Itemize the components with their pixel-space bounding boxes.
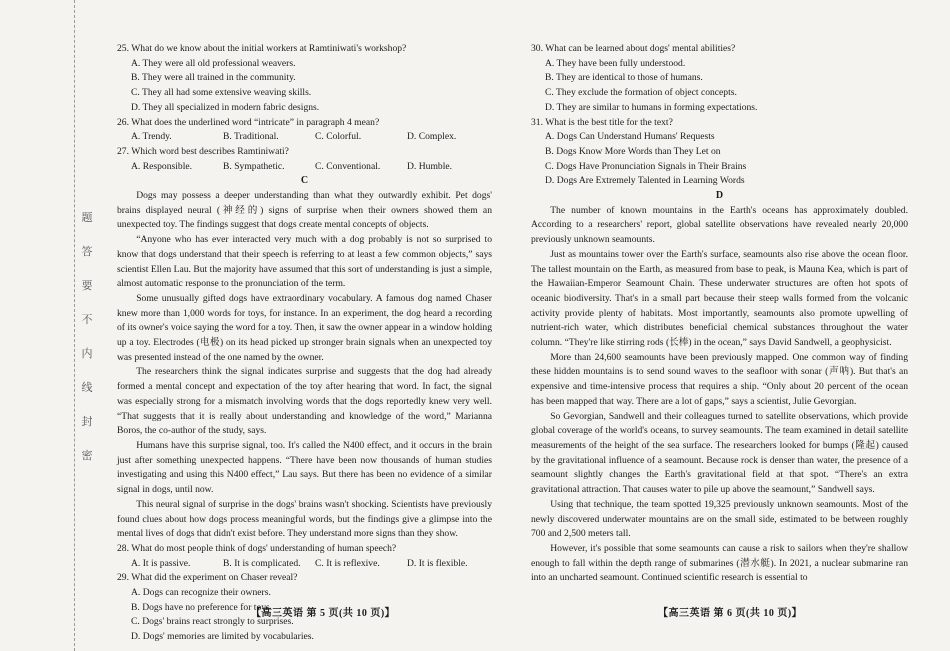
passage-paragraph: Some unusually gifted dogs have extraordinary vocabulary. A famous dog named Chaser knew more than 1,000 words for toys, for instance. In an experiment, the dog heard a recording of its owner's voice saying the word for a toy. Then, it saw the owner appear in a window holding up a toy. Electrodes (电极) on its head picked up stronger brain signals when an unexpected toy was presented instead of the one named by the owner. <box>117 292 492 363</box>
option: C. Conventional. <box>315 160 381 172</box>
binding-notice <box>80 212 94 461</box>
option: B. Traditional. <box>223 131 279 143</box>
option: B. Dogs have no preference for toys. <box>131 601 273 613</box>
binding-dashed-line <box>74 0 75 651</box>
option: A. They have been fully understood. <box>545 57 686 69</box>
option: C. Dogs' brains react strongly to surprises. <box>131 616 294 628</box>
question-26: 26. What does the underlined word “intricate” in paragraph 4 mean? <box>117 116 380 128</box>
option: D. They all specialized in modern fabric designs. <box>131 101 320 113</box>
passage-paragraph: This neural signal of surprise in the dogs' brains wasn't shocking. Scientists have previously found clues about how dogs process meaningful words, but the findings give a glimpse into the mental lives of dogs that didn't exist before. They understand more signs than they show. <box>117 498 492 540</box>
option: D. Dogs Are Extremely Talented in Learning Words <box>545 175 745 187</box>
passage-paragraph: More than 24,600 seamounts have been previously mapped. One common way of finding these hidden mountains is to send sound waves to the seafloor with sonar (声呐). But that's an expensive and time-intensive process that requires a ship. “Only about 20 percent of the ocean has been mapped that way. There are a lot of gaps,” says a scientist, Julie Gevorgian. <box>531 351 908 407</box>
binding-char: 线 <box>81 381 93 394</box>
option: D. It is flexible. <box>407 557 468 569</box>
option: B. They were all trained in the community. <box>131 72 296 84</box>
binding-margin <box>0 0 96 651</box>
passage-paragraph: Humans have this surprise signal, too. It's called the N400 effect, and it occurs in the brain just after something unexpected happens. “There have been now thousands of human studies investigating and using this N400 effect,” Lau says. But there has been no evidence of a similar signal in dogs, until now. <box>117 439 492 496</box>
option: D. Complex. <box>407 131 457 143</box>
options-row <box>131 160 492 175</box>
passage-paragraph: The number of known mountains in the Earth's oceans has approximately doubled. According to a researchers' report, global satellite observations have revealed nearly 20,000 previously unknown seamounts. <box>531 204 908 246</box>
option: A. They were all old professional weavers. <box>131 57 296 69</box>
passage-paragraph: Dogs may possess a deeper understanding than what they outwardly exhibit. Pet dogs' brains displayed neural (神经的) signs of surprise when their owners showed them an unexpected toy. The findings suggest that dogs create mental concepts of objects. <box>117 190 492 231</box>
binding-char: 密 <box>81 449 93 462</box>
page-5 <box>117 42 492 645</box>
option: A. Dogs can recognize their owners. <box>131 587 271 599</box>
options-row <box>131 557 492 572</box>
question-28: 28. What do most people think of dogs' understanding of human speech? <box>117 542 397 554</box>
option: A. It is passive. <box>131 557 191 569</box>
option: B. It is complicated. <box>223 557 301 569</box>
binding-char: 题 <box>81 211 93 224</box>
option: C. Colorful. <box>315 131 362 143</box>
option: A. Responsible. <box>131 160 193 172</box>
option: D. Humble. <box>407 160 453 172</box>
option: B. Sympathetic. <box>223 160 285 172</box>
option: D. They are similar to humans in forming expectations. <box>545 101 758 113</box>
option: B. They are identical to those of humans. <box>545 72 703 84</box>
binding-char: 答 <box>81 245 93 258</box>
question-30: 30. What can be learned about dogs' mental abilities? <box>531 43 736 54</box>
option: C. They all had some extensive weaving skills. <box>131 87 312 99</box>
option: C. They exclude the formation of object concepts. <box>545 87 737 99</box>
options-row <box>131 130 492 145</box>
binding-char: 封 <box>81 415 93 428</box>
option: C. Dogs Have Pronunciation Signals in Their Brains <box>545 160 747 172</box>
passage-paragraph: However, it's possible that some seamounts can cause a risk to sailors when they're shallow enough to fall within the depth range of submarines (潜水艇). In 2021, a nuclear submarine ran into an uncharted seamount. Continued scientific research is essential to <box>531 542 908 584</box>
passage-paragraph: “Anyone who has ever interacted very much with a dog probably is not so surprised to know that dogs understand that their speech is referring to at least a few common objects,” says scientist Ellen Lau. But the majority have assumed that this sort of understanding is just a simple, almost automatic response to the pronunciation of the term. <box>117 234 492 290</box>
option: A. Trendy. <box>131 131 172 143</box>
binding-char: 不 <box>81 313 93 326</box>
passage-paragraph: So Gevorgian, Sandwell and their colleagues turned to satellite observations, which provide global coverage of the world's oceans, to survey seamounts. The team examined in detail satellite measurements of the height of the sea surface. The researchers looked for bumps (隆起) caused by the gravitational influence of a seamount. Because rock is denser than water, the presence of a seamount slightly changes the Earth's gravitational field at that spot. “There's an extra gravitational attraction. That causes water to pile up above the seamount,” Sandwell says. <box>531 410 908 496</box>
passage-paragraph: The researchers think the signal indicates surprise and suggests that the dog had already formed a mental concept and expectation of the toy after hearing that word. In fact, the signal was especially strong for a mismatch involving words that the dogs reportedly knew very well. “That suggests that it is really about understanding and knowledge of the word,” Marianna Boros, the co-author of the study, says. <box>117 366 492 437</box>
question-27: 27. Which word best describes Ramtiniwati? <box>117 145 289 157</box>
page-6 <box>531 42 908 586</box>
option: A. Dogs Can Understand Humans' Requests <box>545 131 715 143</box>
page-footer-right: 【高三英语 第 6 页(共 10 页)】 <box>658 608 803 619</box>
question-25: 25. What do we know about the initial workers at Ramtiniwati's workshop? <box>117 43 407 54</box>
binding-char: 内 <box>81 347 93 360</box>
section-heading: C <box>300 175 309 187</box>
question-29: 29. What did the experiment on Chaser reveal? <box>117 572 298 584</box>
question-31: 31. What is the best title for the text? <box>531 116 673 128</box>
passage-paragraph: Just as mountains tower over the Earth's surface, seamounts also rise above the ocean floor. The tallest mountain on the Earth, as measured from base to peak, is Mauna Kea, which is part of the Hawaiian-Emperor Seamount Chain. These underwater structures are often hot spots of oceanic biodiversity. That's in a small part because their steep walls formed from the volcanic activity provide plenty of habitats. Most importantly, seamounts also promote upwelling of nutrient-rich water, which distributes beneficial chemical substances throughout the water column. “They're like stirring rods (长棒) in the ocean,” says David Sandwell, a geophysicist. <box>531 248 908 349</box>
binding-char: 要 <box>81 279 93 292</box>
option: C. It is reflexive. <box>315 557 380 569</box>
section-heading: D <box>715 190 724 202</box>
option: B. Dogs Know More Words than They Let on <box>545 145 721 157</box>
page-footer-left: 【高三英语 第 5 页(共 10 页)】 <box>251 608 396 619</box>
passage-paragraph: Using that technique, the team spotted 19,325 previously unknown seamounts. Most of the newly discovered underwater mountains are on the small side, estimated to be between roughly 700 and 2,500 meters tall. <box>531 498 908 540</box>
option: D. Dogs' memories are limited by vocabularies. <box>131 631 314 643</box>
